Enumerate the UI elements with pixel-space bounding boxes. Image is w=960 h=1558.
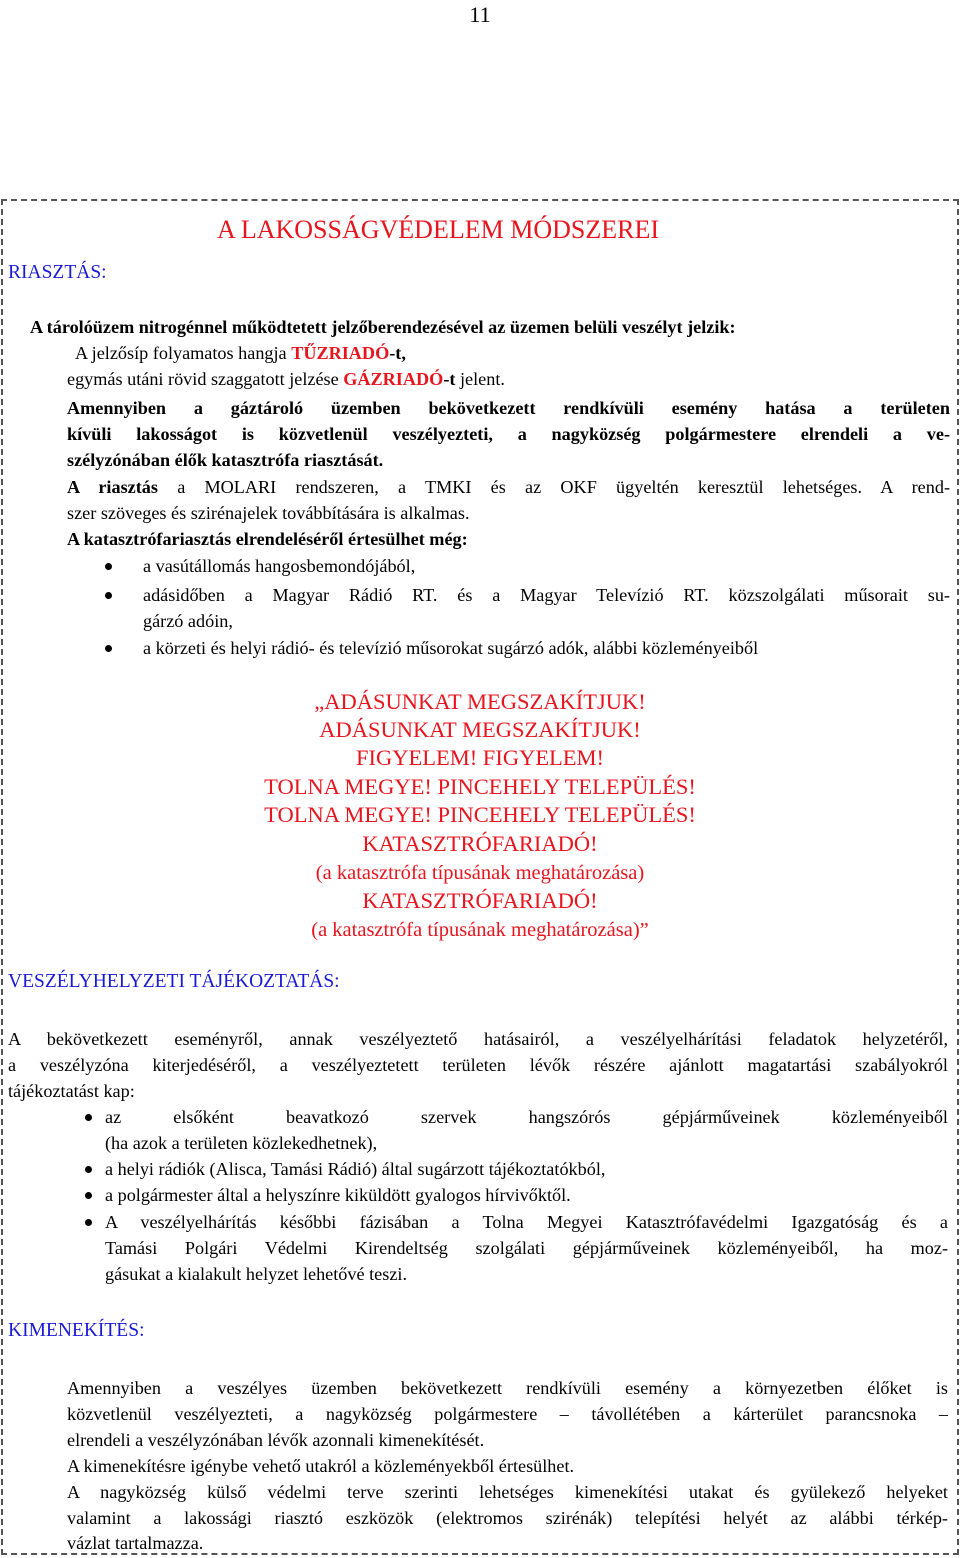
section-heading-kimenekites: KIMENEKÍTÉS: — [8, 1320, 145, 1341]
veszely-line2: a veszélyzóna kiterjedéséről, a veszélyeztetett területen lévők részére ajánlott magatartási szabályokról — [8, 1055, 948, 1075]
text-span: egymás utáni rövid szaggatott jelzése — [67, 369, 344, 389]
bullet-icon — [85, 1166, 92, 1173]
bullet-icon — [105, 563, 112, 570]
kimenekites-line1: Amennyiben a veszélyes üzemben bekövetkezett rendkívüli esemény a környezetben élőket is — [67, 1378, 948, 1398]
announcement-line: FIGYELEM! FIGYELEM! — [355, 745, 605, 770]
tuzriado-term: TŰZRIADÓ — [291, 343, 390, 363]
list-item-continued: (ha azok a területen közlekedhetnek), — [105, 1133, 378, 1153]
page-number: 11 — [469, 2, 491, 27]
bullet-icon — [85, 1219, 92, 1226]
bullet-icon — [105, 592, 112, 599]
announcement-line: „ADÁSUNKAT MEGSZAKÍTJUK! — [314, 689, 646, 714]
announcement-line: KATASZTRÓFARIADÓ! — [362, 831, 598, 856]
list-item: a körzeti és helyi rádió- és televízió műsorokat sugárzó adók, alábbi közleményeiből — [143, 638, 759, 658]
gazriado-line — [67, 366, 505, 392]
list-item: a polgármester által a helyszínre kiküldött gyalogos hírvivőktől. — [105, 1185, 571, 1205]
list-item: adásidőben a Magyar Rádió RT. és a Magyar Televízió RT. közszolgálati műsorait su- — [143, 585, 950, 605]
list-item: a vasútállomás hangosbemondójából, — [143, 556, 416, 576]
list-item-continued: gásukat a kialakult helyzet lehetővé teszi. — [105, 1264, 407, 1284]
announcement-line: ADÁSUNKAT MEGSZAKÍTJUK! — [319, 717, 641, 742]
kimenekites-line3: elrendeli a veszélyzónában lévők azonnali kimenekítését. — [67, 1430, 485, 1450]
text-span: a MOLARI rendszeren, a TMKI és az OKF ügyeltén keresztül lehetséges. A rend- — [157, 477, 950, 497]
text-span: -t, — [389, 343, 406, 363]
para2-line2: szer szöveges és szirénajelek továbbítására is alkalmas. — [67, 503, 470, 523]
veszely-line1: A bekövetkezett eseményről, annak veszélyeztető hatásairól, a veszélyelhárítási feladatok helyzetéről, — [8, 1029, 948, 1049]
list-heading: A katasztrófariasztás elrendeléséről értesülhet még: — [67, 529, 468, 549]
tuzriado-line — [75, 340, 406, 366]
text-span: -t — [443, 369, 456, 389]
para2-line1 — [67, 474, 950, 500]
list-item: a helyi rádiók (Alisca, Tamási Rádió) által sugárzott tájékoztatókból, — [105, 1159, 606, 1179]
kimenekites-line7: vázlat tartalmazza. — [67, 1533, 204, 1553]
kimenekites-line5: A nagyközség külső védelmi terve szerinti lehetséges kimenekítési utakat és gyülekező helyeket — [67, 1482, 948, 1502]
announcement-line: TOLNA MEGYE! PINCEHELY TELEPÜLÉS! — [264, 774, 696, 799]
veszely-line3: tájékoztatást kap: — [8, 1081, 135, 1101]
para1-line2: kívüli lakosságot is közvetlenül veszélyezteti, a nagyközség polgármestere elrendeli a ve- — [67, 424, 950, 444]
section-heading-veszelyhelyzeti: VESZÉLYHELYZETI TÁJÉKOZTATÁS: — [8, 971, 340, 992]
text-span: jelent. — [455, 369, 505, 389]
kimenekites-line6: valamint a lakossági riasztó eszközök (elektromos szirénák) telepítési helyét az alábbi térkép- — [67, 1508, 948, 1528]
page-title: A LAKOSSÁGVÉDELEM MÓDSZEREI — [217, 215, 659, 244]
bullet-icon — [85, 1192, 92, 1199]
para1-line3: szélyzónában élők katasztrófa riasztását. — [67, 450, 384, 470]
text-span: A jelzősíp folyamatos hangja — [75, 343, 292, 363]
para1-line1: Amennyiben a gáztároló üzemben bekövetkezett rendkívüli esemény hatása a területen — [67, 398, 950, 418]
gazriado-term: GÁZRIADÓ — [343, 369, 444, 389]
bullet-icon — [85, 1114, 92, 1121]
bullet-icon — [105, 645, 112, 652]
section-heading-riasztas: RIASZTÁS: — [8, 262, 107, 283]
intro-text: A tárolóüzem nitrogénnel működtetett jelzőberendezésével az üzemen belüli veszélyt jelzik: — [30, 317, 736, 337]
list-item: A veszélyelhárítás későbbi fázisában a Tolna Megyei Katasztrófavédelmi Igazgatóság és a — [105, 1212, 948, 1232]
list-item: az elsőként beavatkozó szervek hangszórós gépjárműveinek közleményeiből — [105, 1107, 948, 1127]
kimenekites-line4: A kimenekítésre igénybe vehető utakról a közleményekből értesülhet. — [67, 1456, 575, 1476]
announcement-line: (a katasztrófa típusának meghatározása) — [315, 862, 645, 884]
kimenekites-line2: közvetlenül veszélyezteti, a nagyközség polgármestere – távollétében a kárterület parancsnoka – — [67, 1404, 948, 1424]
announcement-line: KATASZTRÓFARIADÓ! — [362, 888, 598, 913]
list-item-continued: gárzó adóin, — [143, 611, 233, 631]
announcement-line: TOLNA MEGYE! PINCEHELY TELEPÜLÉS! — [264, 802, 696, 827]
announcement-line: (a katasztrófa típusának meghatározása)” — [311, 919, 649, 941]
text-span: A riasztás — [67, 477, 158, 497]
list-item-continued: Tamási Polgári Védelmi Kirendeltség szolgálati gépjárműveinek közleményeiből, ha moz- — [105, 1238, 948, 1258]
